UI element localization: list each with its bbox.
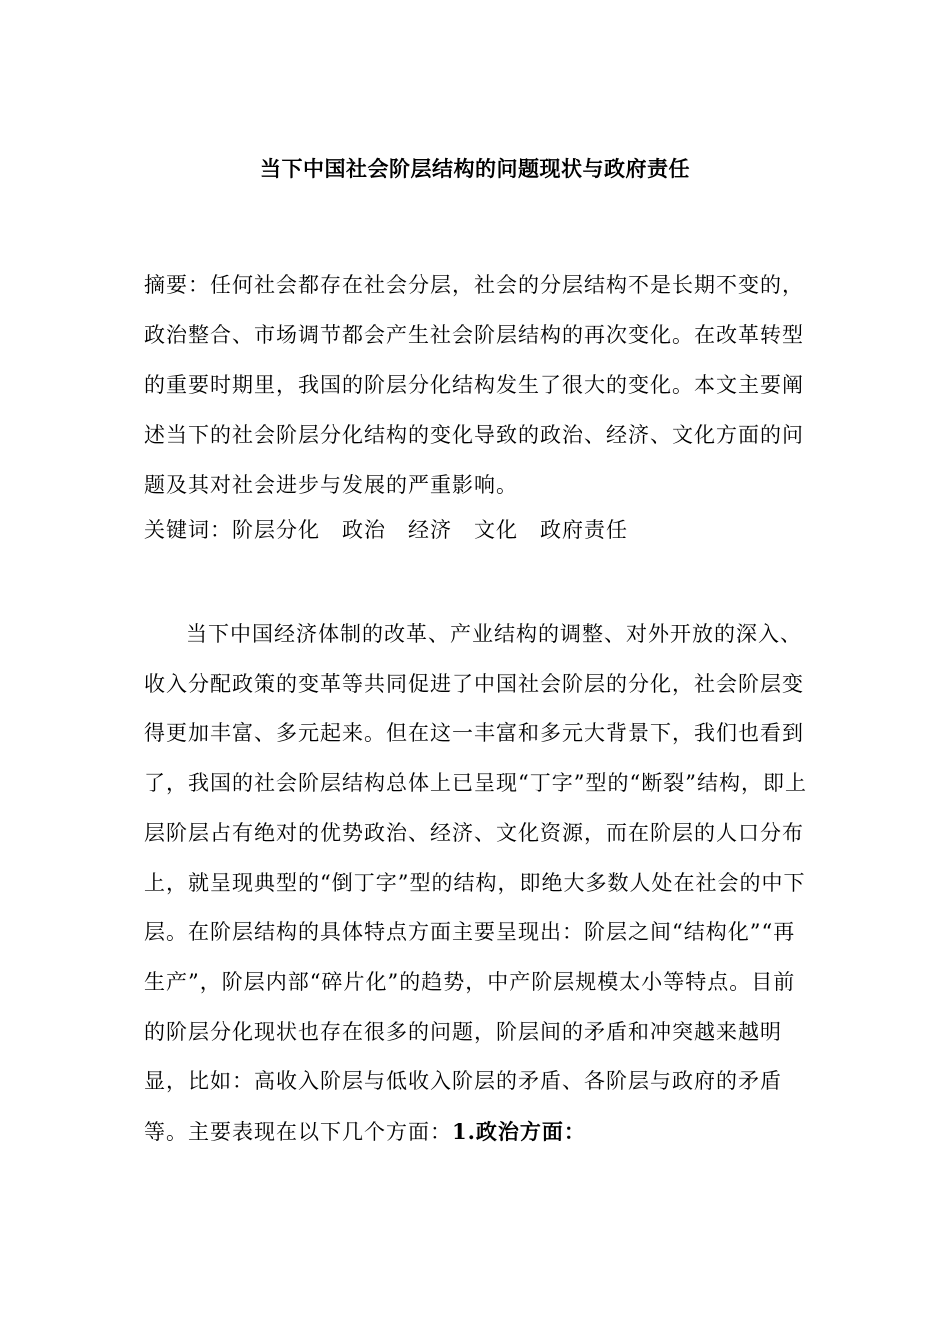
keyword-item: 阶层分化 — [232, 518, 320, 542]
document-title: 当下中国社会阶层结构的问题现状与政府责任 — [260, 156, 690, 181]
abstract-paragraph: 摘要：任何社会都存在社会分层，社会的分层结构不是长期不变的，政治整合、市场调节都会产生社会阶层结构的再次变化。在改革转型的重要时期里，我国的阶层分化结构发生了很大的变化。本文主要阐述当下的社会阶层分化结构的变化导致的政治、经济、文化方面的问题及其对社会进步与发展的严重影响。 — [144, 273, 804, 497]
body-paragraph — [144, 610, 814, 1158]
keyword-item: 文化 — [474, 518, 518, 542]
keyword-item: 经济 — [408, 518, 452, 542]
keywords-line — [144, 510, 814, 550]
body-text: 当下中国经济体制的改革、产业结构的调整、对外开放的深入、收入分配政策的变革等共同促进了中国社会阶层的分化，社会阶层变得更加丰富、多元起来。但在这一丰富和多元大背景下，我们也看到了，我国的社会阶层结构总体上已呈现“丁字”型的“断裂”结构，即上层阶层占有绝对的优势政治、经济、文化资源，而在阶层的人口分布上，就呈现典型的“倒丁字”型的结构，即绝大多数人处在社会的中下层。在阶层结构的具体特点方面主要呈现出：阶层之间“结构化”“再生产”，阶层内部“碎片化”的趋势，中产阶层规模太小等特点。目前的阶层分化现状也存在很多的问题，阶层间的矛盾和冲突越来越明显，比如：高收入阶层与低收入阶层的矛盾、各阶层与政府的矛盾等。主要表现在以下几个方面： — [144, 622, 807, 1145]
keywords-label: 关键词： — [144, 518, 232, 542]
keyword-item: 政治 — [342, 518, 386, 542]
keyword-item: 政府责任 — [540, 518, 628, 542]
section-heading-politics: 1.政治方面： — [452, 1119, 586, 1145]
